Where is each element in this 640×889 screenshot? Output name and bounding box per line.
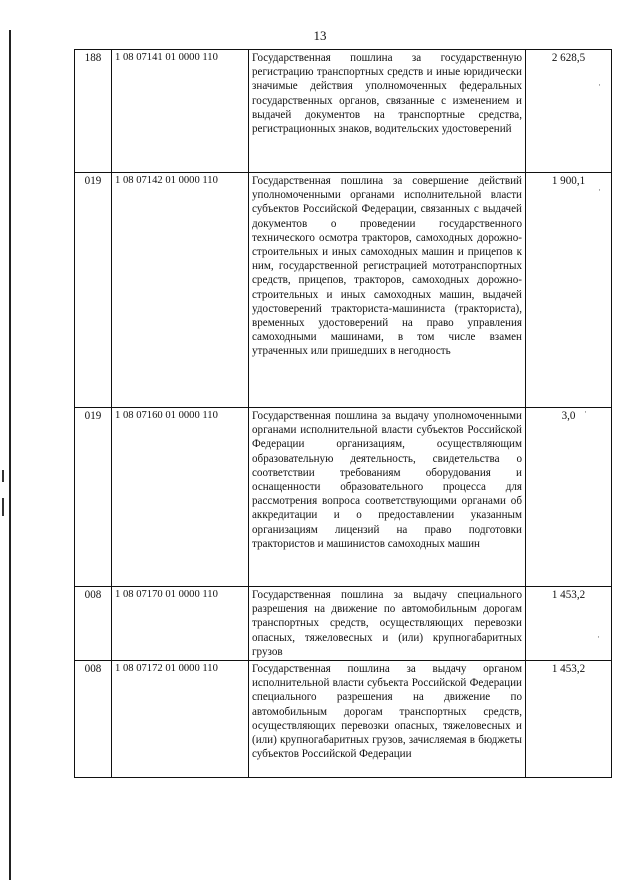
admin-code-cell: 188 [75,50,112,173]
scan-speck: · [598,80,601,90]
kbk-code-cell: 1 08 07170 01 0000 110 [112,587,249,661]
kbk-code-cell: 1 08 07172 01 0000 110 [112,661,249,778]
scan-speck: · [584,407,587,417]
table-row [75,587,612,661]
table-row [75,408,612,587]
scan-speck: · [597,632,600,642]
admin-code-cell: 019 [75,408,112,587]
description-cell: Государственная пошлина за совершение действий уполномоченными органами исполнительной власти субъектов Российской Федерации, связанных с выдачей документов о проведении государственного технического осмотра тракторов, самоходных дорожно-строительных и иных самоходных машин и прицепов к ним, государственной регистрацией мототранспортных средств, прицепов, тракторов, самоходных дорожно-строительных и иных самоходных машин, выдачей удостоверений тракториста-машиниста (тракториста), временных удостоверений на право управления самоходными машинами, в том числе взамен утраченных или пришедших в негодность [249,173,526,408]
description-cell: Государственная пошлина за государственную регистрацию транспортных средств и иные юридически значимые действия уполномоченных федеральных государственных органов, связанные с изменением и выдачей документов на транспортные средства, регистрационных знаков, водительских удостоверений [249,50,526,173]
amount-cell: 1 453,2 [526,661,612,778]
admin-code-cell: 008 [75,661,112,778]
scan-artifact-mark [2,470,4,482]
amount-cell: 2 628,5 [526,50,612,173]
kbk-code-cell: 1 08 07160 01 0000 110 [112,408,249,587]
description-cell: Государственная пошлина за выдачу уполномоченными органами исполнительной власти субъектов Российской Федерации организациям, осуществляющим образовательную деятельность, свидетельства о соответствии требованиям оборудования и оснащенности образовательного процесса для рассмотрения вопроса соответствующими органами об аккредитации и о предоставлении указанным организациям лицензий на право подготовки трактористов и машинистов самоходных машин [249,408,526,587]
amount-cell: 1 900,1 [526,173,612,408]
page-number: 13 [313,28,327,43]
admin-code-cell: 008 [75,587,112,661]
amount-cell: 3,0 [526,408,612,587]
admin-code-cell: 019 [75,173,112,408]
kbk-code-cell: 1 08 07142 01 0000 110 [112,173,249,408]
scan-left-edge [9,30,11,880]
kbk-code-cell: 1 08 07141 01 0000 110 [112,50,249,173]
scan-speck: · [598,185,601,195]
amount-cell: 1 453,2 [526,587,612,661]
table-row [75,173,612,408]
description-cell: Государственная пошлина за выдачу органом исполнительной власти субъекта Российской Федерации специального разрешения на движение по автомобильным дорогам транспортных средств, осуществляющих перевозки опасных, тяжеловесных и (или) крупногабаритных грузов, зачисляемая в бюджеты субъектов Российской Федерации [249,661,526,778]
table-row [75,661,612,778]
scan-artifact-mark [2,498,4,516]
table-row [75,50,612,173]
budget-revenue-table [74,49,612,778]
description-cell: Государственная пошлина за выдачу специального разрешения на движение по автомобильным дорогам транспортных средств, осуществляющих перевозки опасных, тяжеловесных и (или) крупногабаритных грузов [249,587,526,661]
